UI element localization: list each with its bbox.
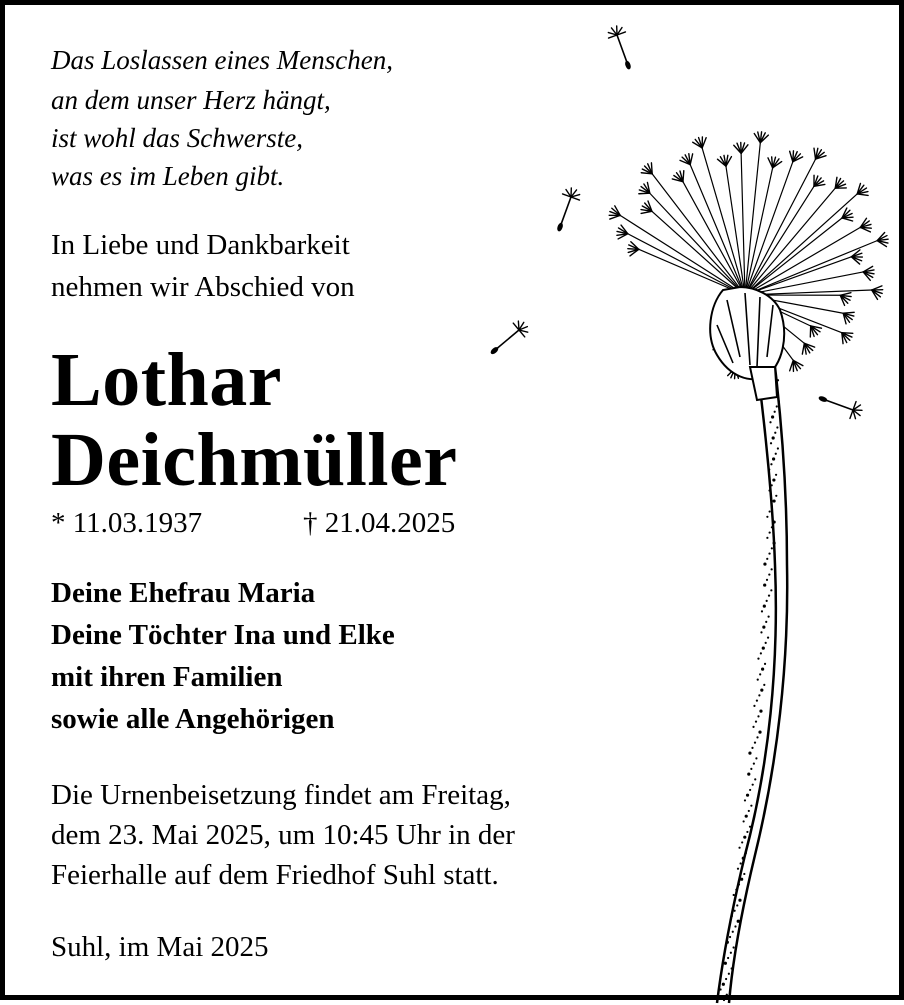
funeral-info-line: Die Urnenbeisetzung findet am Freitag,: [51, 779, 511, 812]
death-date: † 21.04.2025: [303, 507, 455, 540]
poem-line: Das Loslassen eines Menschen,: [51, 45, 393, 76]
funeral-info-line: Feierhalle auf dem Friedhof Suhl statt.: [51, 859, 499, 892]
deceased-last-name: Deichmüller: [51, 417, 458, 504]
intro-line: In Liebe und Dankbarkeit: [51, 229, 350, 262]
mourner-line: sowie alle Angehörigen: [51, 703, 335, 736]
funeral-info-line: dem 23. Mai 2025, um 10:45 Uhr in der: [51, 819, 515, 852]
mourner-line: mit ihren Familien: [51, 661, 282, 694]
deceased-first-name: Lothar: [51, 337, 282, 424]
birth-date: * 11.03.1937: [51, 507, 202, 540]
poem-line: was es im Leben gibt.: [51, 161, 284, 192]
intro-line: nehmen wir Abschied von: [51, 271, 355, 304]
poem-line: an dem unser Herz hängt,: [51, 85, 331, 116]
mourner-line: Deine Töchter Ina und Elke: [51, 619, 395, 652]
mourner-line: Deine Ehefrau Maria: [51, 577, 315, 610]
place-date: Suhl, im Mai 2025: [51, 931, 269, 964]
poem-line: ist wohl das Schwerste,: [51, 123, 303, 154]
dandelion-icon: [5, 5, 904, 1005]
